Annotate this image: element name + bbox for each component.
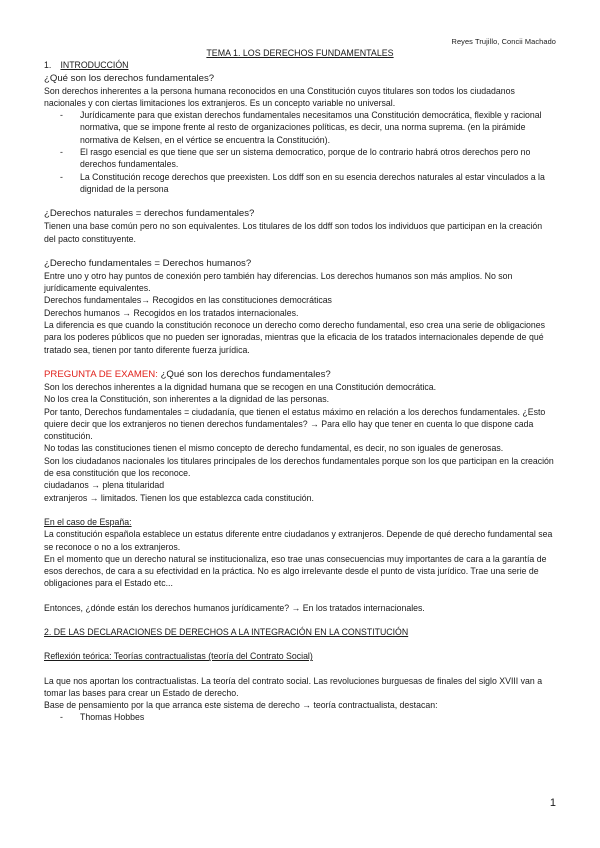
paragraph-line: Base de pensamiento por la que arranca este sistema de derecho → teoría contractualista, destacan: [44, 700, 438, 711]
then-paragraph: Entonces, ¿dónde están los derechos humanos jurídicamente? → En los tratados internacionales. [44, 602, 425, 613]
paragraph-line: Derechos humanos → Recogidos en los tratados internacionales. [44, 307, 299, 318]
question-1: ¿Qué son los derechos fundamentales? [44, 72, 215, 84]
document-title: TEMA 1. LOS DERECHOS FUNDAMENTALES [206, 48, 394, 58]
paragraph-line: extranjeros → limitados. Tienen los que establezca cada constitución. [44, 492, 314, 503]
reflection-heading: Reflexión teórica: Teorías contractualistas (teoría del Contrato Social) [44, 651, 313, 662]
paragraph-line: La diferencia es que cuando la constitución reconoce un derecho como derecho fundamental, eso crea una serie de obligaciones para los poderes públicos que no pueden ser ignoradas, mientras que la eficacia de los tratados internacionales depende de qué tratado sea, tienen por tanto diferente fuerza jurídica. [44, 320, 546, 355]
section-1-number: 1. [44, 60, 52, 71]
spacer [44, 195, 556, 207]
exam-question-text: ¿Qué son los derechos fundamentales? [157, 368, 331, 380]
paragraph-line: La constitución española establece un estatus diferente entre ciudadanos y extranjeros. Depende de qué derecho fundamental sea se reconoce o no a los extranjeros. [44, 529, 553, 552]
section-2-heading: 2. DE LAS DECLARACIONES DE DERECHOS A LA INTEGRACIÓN EN LA CONSTITUCIÓN [44, 626, 409, 637]
author-header: Reyes Trujillo, Concii Machado [451, 37, 556, 46]
spain-heading: En el caso de España: [44, 516, 132, 527]
spacer [44, 590, 556, 602]
exam-question [44, 368, 556, 381]
page-number: 1 [549, 797, 556, 809]
question-2-text: Tienen una base común pero no son equivalentes. Los titulares de los ddff son todos los individuos que participan en la creación del pacto constituyente. [44, 221, 543, 244]
list-item: - El rasgo esencial es que tiene que ser un sistema democratico, porque de lo contrario habrá otros derechos pero no derechos fundamentales. [44, 146, 556, 171]
spacer [44, 504, 556, 516]
section-1-heading [44, 59, 556, 71]
paragraph-line: No los crea la Constitución, son inherentes a la dignidad de las personas. [44, 394, 330, 405]
spacer [44, 245, 556, 257]
question-1-text: Son derechos inherentes a la persona humana reconocidos en una Constitución cuyos titulares son todos los ciudadanos nacionales y con ciertas limitaciones los extranjeros. Es un concepto variable no universal. [44, 85, 515, 108]
paragraph-line: Son los derechos inherentes a la dignidad humana que se recogen en una Constitución democrática. [44, 381, 437, 392]
exam-label: PREGUNTA DE EXAMEN: [44, 368, 158, 380]
page-content [44, 47, 556, 724]
list-item: - La Constitución recoge derechos que preexisten. Los ddff son en su esencia derechos naturales al estar vinculados a la dignidad de la persona [44, 171, 556, 196]
paragraph-line: ciudadanos → plena titularidad [44, 480, 165, 491]
spacer [44, 356, 556, 368]
list-item: - Thomas Hobbes [44, 711, 556, 723]
question-2: ¿Derechos naturales = derechos fundamentales? [44, 208, 255, 220]
reflection-bullets [44, 711, 556, 723]
section-1-title: INTRODUCCIÓN [60, 60, 129, 71]
spacer [44, 638, 556, 650]
question-3: ¿Derecho fundamentales = Derechos humanos? [44, 257, 252, 269]
paragraph-line: Son los ciudadanos nacionales los titulares principales de los derechos fundamentales porque son los que participan en la creación de esa constitución que los reconoce. [44, 455, 554, 479]
spacer [44, 614, 556, 626]
paragraph-line: Entre uno y otro hay puntos de conexión pero también hay diferencias. Los derechos humanos son más amplios. No son jurídicamente equivalentes. [44, 270, 513, 294]
paragraph-line: No todas las constituciones tienen el mismo concepto de derecho fundamental, es decir, no son iguales de generosas. [44, 443, 504, 454]
paragraph-line: La que nos aportan los contractualistas. La teoría del contrato social. Las revoluciones burguesas de finales del siglo XVIII van a tomar las bases para crear un Estado de derecho. [44, 675, 543, 698]
paragraph-line: Por tanto, Derechos fundamentales = ciudadanía, que tienen el estatus máximo en relación a los derechos fundamentales. ¿Esto quiere decir que los extranjeros no tienen derechos fundamentales? → Para ello hay que tener en cuenta lo que dispone cada constitución. [44, 406, 546, 442]
spacer [44, 663, 556, 675]
list-item: - Jurídicamente para que existan derechos fundamentales necesitamos una Constitución democrática, flexible y racional normativa, que se impone frente al resto de organizaciones políticas, es decir, una norma suprema. (en la pirámide normativa de Kelsen, en el vértice se encuentra la Constitución). [44, 109, 556, 146]
paragraph-line: Derechos fundamentales→ Recogidos en las constituciones democráticas [44, 295, 332, 306]
paragraph-line: En el momento que un derecho natural se institucionaliza, eso trae unas consecuencias muy importantes de cara a la garantía de esos derechos, de cara a su efectividad en la práctica. No es algo irrelevante desde el punto de vista jurídico. Trae una serie de obligaciones para el Estado etc... [44, 553, 547, 589]
question-1-bullets [44, 109, 556, 195]
